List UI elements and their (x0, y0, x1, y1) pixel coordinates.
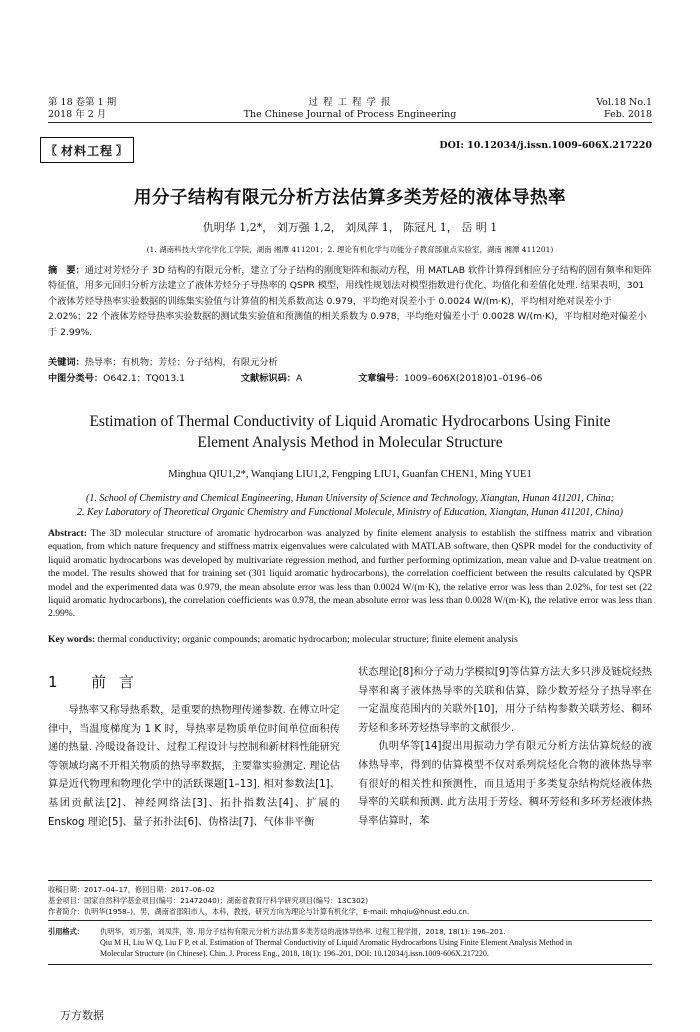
body-left-column (48, 702, 340, 832)
body-right-column (358, 664, 652, 831)
body-paragraph: 状态理论[8]和分子动力学模拟[9]等估算方法大多只涉及链烷烃热导率和离子液体热导率的关联和估算，除少数芳烃分子热导率在一定温度范围内的关联外[10]，用分子结构参数关联芳烃、稠环芳烃和多环芳烃热导率的文献很少. (358, 667, 652, 734)
keywords-en (48, 633, 652, 646)
keywords-en-text: thermal conductivity; organic compounds; aromatic hydrocarbon; molecular structure; finite element analysis (97, 634, 518, 645)
citation-en-line1: Qiu M H, Liu W Q, Liu F P, et al. Estimation of Thermal Conductivity of Liquid Aromatic Hydrocarbons Using Finite Element Analysis Method in (100, 938, 572, 947)
article-no-value: 1009–606X(2018)01–0196–06 (404, 373, 543, 384)
doc-code-value: A (295, 373, 303, 384)
section-title: 前 言 (91, 673, 138, 691)
citation-body (100, 926, 572, 959)
bracket-ornament-icon: 〗 (116, 144, 128, 157)
body-paragraph: 导热率又称导热系数，是重要的热物理传递参数. 在傅立叶定律中，当温度梯度为 1 K 时，导热率是物质单位时间单位面积传递的热量. 冷暖设备设计、过程工程设计与控制和新材料性能研究等领域均离不开相关物质的热导率数据，主要靠实验测定. 理论估算是近代物理和物理化学中的活跃课题[1–13]. 相对参数法[1]、基团贡献法[2]、神经网络法[3]、拓扑指数法[4]、扩展的 Enskog 理论[5]、量子拓扑法[6]、伪格法[7]、气体非平衡 (48, 705, 340, 828)
abstract-en (48, 527, 652, 621)
authors-en: Minghua QIU1,2*, Wanqiang LIU1,2, Fengping LIU1, Guanfan CHEN1, Ming YUE1 (168, 469, 532, 480)
title-cn: 用分子结构有限元分析方法估算多类芳烃的液体导热率 (134, 188, 566, 208)
publication-date-cn: 2018 年 2 月 (48, 109, 107, 120)
footnote-author-bio: 作者简介：仇明华(1958–)，男，湖南省邵阳市人，本科，教授，研究方向为理论与计算有机化学，E-mail: mhqiu@hnust.edu.cn. (48, 907, 470, 916)
title-en-line2: Element Analysis Method in Molecular Structure (197, 434, 503, 451)
affiliation-en-line1: (1. School of Chemistry and Chemical Engineering, Hunan University of Science and Technology, Xiangtan, Hunan 411201, China; (86, 493, 614, 504)
body-paragraph: 仇明华等[14]提出用振动力学有限元分析方法估算烷烃的液体热导率，得到的估算模型不仅对系列烷烃化合物的液体热导率有很好的相关性和预测性，而且适用于多类复杂结构烷烃液体热导率的关联和预测. 此方法用于芳烃、稠环芳烃和多环芳烃液体热导率估算时，苯 (358, 741, 652, 827)
doi: DOI: 10.12034/j.issn.1009-606X.217220 (439, 140, 652, 151)
section-badge-label: 材料工程 (60, 143, 113, 158)
clc-value: O642.1；TQ013.1 (103, 373, 185, 384)
keywords-cn (48, 355, 652, 370)
volume-issue-en: Vol.18 No.1 (596, 97, 652, 108)
footnote-received: 收稿日期：2017–04–17，修回日期：2017–06–02 (48, 885, 215, 894)
footnotes (48, 884, 652, 917)
citation-en-line2: Molecular Structure (in Chinese). Chin. J. Process Eng., 2018, 18(1): 196–201, DOI: 10.12034/j.issn.1009-606X.217220. (100, 949, 489, 958)
clc-label: 中图分类号： (48, 373, 104, 384)
affiliation-en-line2: 2. Key Laboratory of Theoretical Organic Chemistry and Functional Molecule, Ministry of Education, Xiangtan, Hunan 411201, China) (77, 507, 623, 518)
bracket-ornament-icon: 〖 (45, 144, 58, 157)
citation-box (48, 920, 652, 965)
publication-date-en: Feb. 2018 (604, 109, 652, 120)
section-heading (48, 671, 138, 692)
citation-cn: 仇明华，刘万强，刘凤萍，等. 用分子结构有限元分析方法估算多类芳烃的液体导热率. 过程工程学报，2018, 18(1): 196–201. (100, 927, 506, 936)
keywords-cn-label: 关键词： (48, 357, 85, 368)
journal-name-en: The Chinese Journal of Process Engineering (243, 109, 457, 120)
volume-issue-cn: 第 18 卷第 1 期 (48, 97, 117, 108)
journal-name-cn: 过 程 工 程 学 报 (308, 97, 392, 108)
watermark: 万方数据 (60, 1009, 104, 1022)
abstract-cn-label: 摘 要： (48, 265, 85, 276)
title-en-line1: Estimation of Thermal Conductivity of Liquid Aromatic Hydrocarbons Using Finite (89, 413, 611, 430)
section-badge (40, 137, 134, 163)
abstract-en-text: The 3D molecular structure of aromatic hydrocarbon was analyzed by finite element analysis to establish the stiffness matrix and vibration equation, from which nature frequency and stiffness matrix eigenvalues were calculated with MATLAB software, then QSPR model for the conductivity of liquid aromatic hydrocarbons was developed by multivariate regression method, and further performing optimization, mean value and D-value treatment on the model. The results showed that for training set (301 liquid aromatic hydrocarbons), the correlation coefficient between the results calculated by QSPR model and the experimented data was 0.979, the mean absolute error was less than 0.0024 W/(m·K), the relative error was less than 2.02%, for test set (22 liquid aromatic hydrocarbons), the correlation coefficients was 0.978, the mean absolute error was less than 0.0028 W/(m·K), the relative error was less than 2.99%. (48, 528, 652, 620)
abstract-cn-text: 通过对芳烃分子 3D 结构的有限元分析，建立了分子结构的刚度矩阵和振动方程，用 MATLAB 软件计算得到相应分子结构的固有频率和矩阵特征值，用多元回归分析方法建立了液体芳烃分子导热率的 QSPR 模型，用线性规划法对模型指数进行优化、均值化和差值化处理. 结果表明，301 个液体芳烃导热率实验数据的训练集实验值与计算值的相关系数高达 0.979，平均绝对误差小于 0.0024 W/(m·K)，平均相对绝对误差小于 2.02%；22 个液体芳烃导热率实验数据的测试集实验值和预测值的相关系数为 0.978，平均绝对偏差小于 0.0028 W/(m·K)，平均相对绝对偏差小于 2.99%. (48, 265, 652, 338)
footnote-rule (48, 880, 652, 881)
authors-cn: 仇明华 1,2*， 刘万强 1,2， 刘凤萍 1， 陈冠凡 1， 岳 明 1 (202, 221, 498, 234)
doc-code-label: 文献标识码： (240, 373, 296, 384)
keywords-cn-text: 热导率；有机物；芳烃；分子结构，有限元分析 (84, 357, 278, 368)
affiliations-en (0, 492, 700, 520)
affiliation-cn: (1. 湖南科技大学化学化工学院，湖南 湘潭 411201；2. 理论有机化学与功能分子教育部重点实验室，湖南 湘潭 411201) (146, 245, 554, 254)
abstract-en-label: Abstract: (48, 528, 87, 539)
article-no-label: 文章编号： (358, 373, 405, 384)
title-en (0, 411, 700, 453)
header-rule (48, 122, 652, 123)
citation-row (48, 926, 652, 959)
abstract-cn (48, 263, 652, 340)
classification-line (48, 371, 652, 386)
footnote-fund: 基金项目：国家自然科学基金项目(编号：21472040)；湖南省教育厅科学研究项目(编号：13C302) (48, 896, 369, 905)
citation-label: 引用格式： (48, 927, 84, 936)
keywords-en-label: Key words: (48, 634, 96, 645)
section-number: 1 (48, 673, 62, 691)
